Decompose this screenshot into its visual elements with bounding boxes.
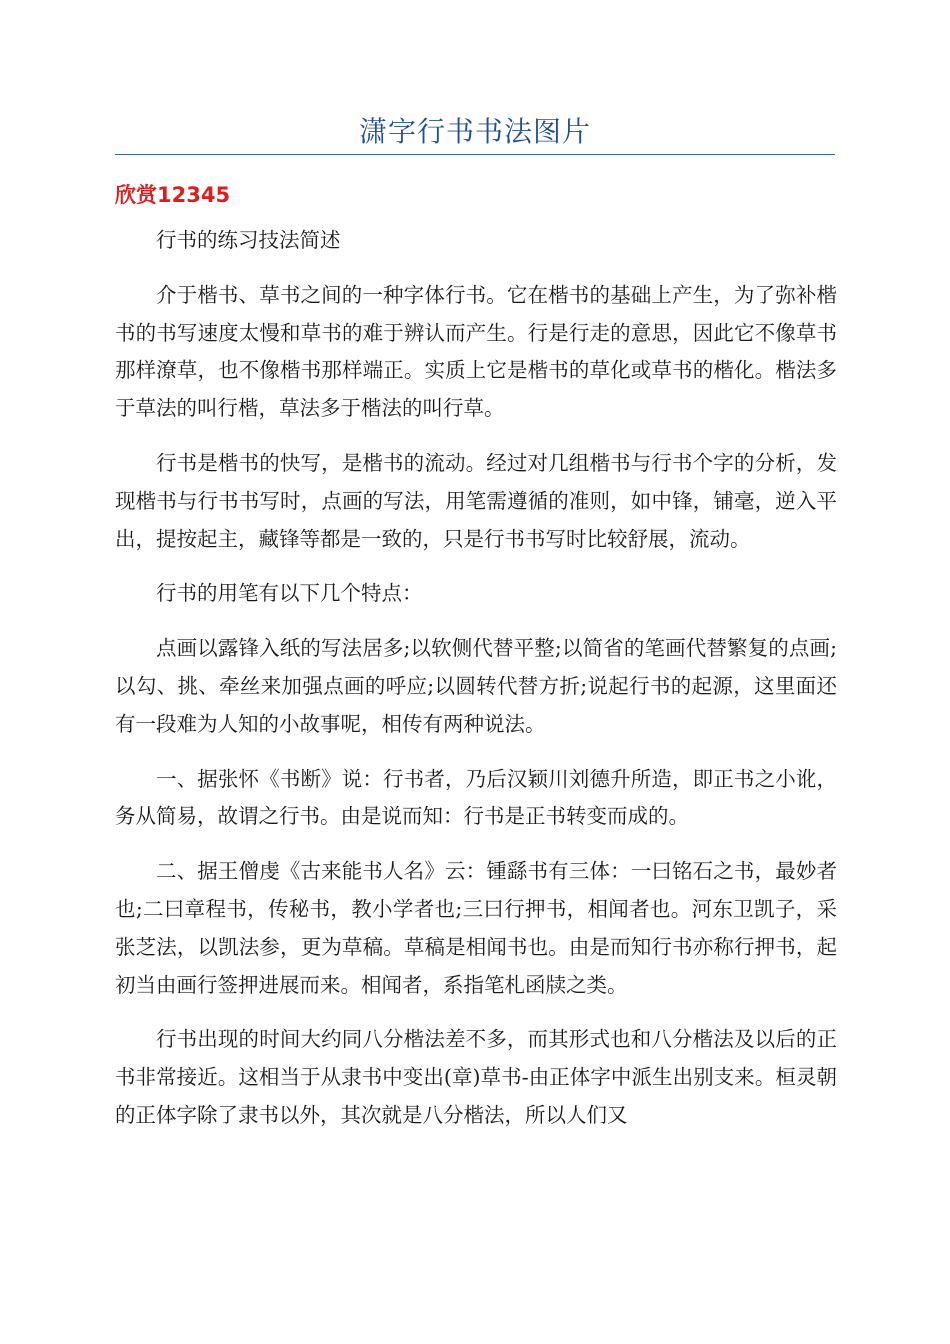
paragraph: 点画以露锋入纸的写法居多;以软侧代替平整;以简省的笔画代替繁复的点画;以勾、挑、牵丝来加强点画的呼应;以圆转代替方折;说起行书的起源，这里面还有一段难为人知的小故事呢，相传有两种说法。 (115, 636, 837, 736)
document-title: 潇字行书书法图片 (358, 115, 591, 148)
paragraph: 行书的练习技法简述 (156, 228, 341, 252)
document-body (115, 222, 837, 1152)
title-underline (115, 154, 835, 155)
paragraph: 介于楷书、草书之间的一种字体行书。它在楷书的基础上产生，为了弥补楷书的书写速度太慢和草书的难于辨认而产生。行是行走的意思，因此它不像草书那样潦草，也不像楷书那样端正。实质上它是楷书的草化或草书的楷化。楷法多于草法的叫行楷，草法多于楷法的叫行草。 (115, 282, 837, 421)
paragraph: 行书出现的时间大约同八分楷法差不多，而其形式也和八分楷法及以后的正书非常接近。这相当于从隶书中变出(章)草书-由正体字中派生出别支来。桓灵朝的正体字除了隶书以外，其次就是八分楷法，所以人们又 (115, 1027, 837, 1127)
paragraph: 行书的用笔有以下几个特点： (156, 581, 423, 606)
paragraph: 一、据张怀《书断》说：行书者，乃后汉颖川刘德升所造，即正书之小讹，务从简易，故谓之行书。由是说而知：行书是正书转变而成的。 (115, 766, 837, 829)
document-subheading: 欣赏12345 (115, 183, 231, 207)
paragraph: 二、据王僧虔《古来能书人名》云：锺繇书有三体：一曰铭石之书，最妙者也;二曰章程书，传秘书，教小学者也;三曰行押书，相闻者也。河东卫凯子，采张芝法，以凯法参，更为草稿。草稿是相闻书也。由是而知行书亦称行押书，起初当由画行签押进展而来。相闻者，系指笔札函牍之类。 (115, 859, 837, 997)
paragraph: 行书是楷书的快写，是楷书的流动。经过对几组楷书与行书个字的分析，发现楷书与行书书写时，点画的写法，用笔需遵循的准则，如中锋，铺毫，逆入平出，提按起主，藏锋等都是一致的，只是行书书写时比较舒展，流动。 (115, 450, 837, 551)
